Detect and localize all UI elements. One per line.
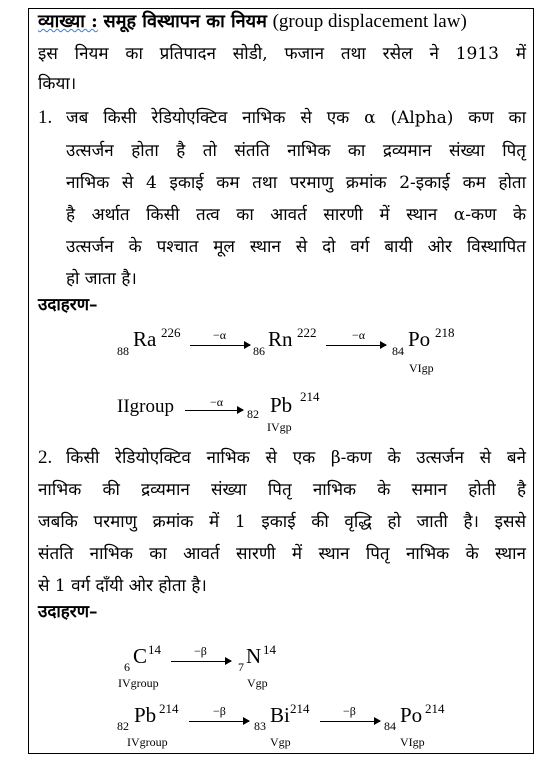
rule1-line-2: उत्सर्जन होता है तो संतति नाभिक का द्रव्यमान संख्या पितृ	[66, 141, 526, 161]
pb2-atomic-number: 82	[117, 719, 129, 733]
arrow-icon	[320, 721, 380, 722]
rule1-line-6: हो जाता है।	[66, 269, 137, 289]
header-line	[38, 12, 467, 32]
c-atomic-number: 6	[124, 660, 130, 674]
rule2-number: 2.	[38, 447, 53, 468]
intro-line-2: किया।	[38, 74, 77, 94]
po2-group-label: VIgp	[400, 735, 425, 749]
rule1-line-1: जब किसी रेडियोएक्टिव नाभिक से एक α (Alpha) कण का	[66, 108, 526, 128]
ra-mass-number: 226	[161, 325, 181, 340]
bi-atomic-number: 83	[254, 719, 266, 733]
n-symbol: N	[246, 644, 262, 668]
rule2-line-3: जबकि परमाणु क्रमांक में 1 इकाई की वृद्धि हो जाती है। इससे	[38, 512, 526, 532]
example1-heading: उदाहरण–	[38, 295, 98, 315]
n-atomic-number: 7	[238, 660, 244, 674]
rn-mass-number: 222	[297, 325, 317, 340]
header-english: (group displacement law)	[272, 11, 467, 32]
beta-arrow-label-1: −β	[194, 644, 207, 658]
pb-atomic-number: 82	[247, 407, 259, 421]
beta-arrow-label-3: −β	[343, 704, 356, 718]
ra-atomic-number: 88	[117, 344, 129, 358]
po-group-label: VIgp	[409, 361, 434, 375]
pb2-symbol: Pb	[134, 703, 157, 727]
po2-mass-number: 214	[425, 701, 445, 716]
rn-symbol: Rn	[268, 327, 293, 351]
pb-symbol: Pb	[270, 393, 293, 417]
bi-group-label: Vgp	[270, 735, 291, 749]
arrow-icon	[171, 661, 231, 662]
rule1-number: 1.	[38, 107, 53, 128]
alpha-arrow-label-2: −α	[352, 328, 366, 342]
pb2-mass-number: 214	[159, 701, 179, 716]
c-symbol: C	[133, 644, 148, 668]
rule1-line-5: उत्सर्जन के पश्चात मूल स्थान से दो वर्ग बायी ओर विस्थापित	[66, 237, 526, 257]
rule2-line-5: से 1 वर्ग दाँयी ओर होता है।	[38, 576, 207, 596]
rule1-line-4: है अर्थात किसी तत्व का आवर्त सारणी में स्थान α-कण के	[66, 205, 526, 225]
arrow-icon	[190, 345, 250, 346]
po-atomic-number: 84	[392, 344, 404, 358]
pb-mass-number: 214	[300, 389, 320, 404]
c-mass-number: 14	[148, 642, 161, 657]
pb2-group-label: IVgroup	[127, 735, 168, 749]
ra-symbol: Ra	[133, 327, 157, 351]
po2-atomic-number: 84	[384, 719, 396, 733]
beta-arrow-label-2: −β	[213, 704, 226, 718]
bi-mass-number: 214	[290, 701, 310, 716]
arrow-icon	[185, 410, 243, 411]
example2-heading: उदाहरण–	[38, 602, 98, 622]
alpha-arrow-label-1: −α	[213, 328, 227, 342]
pb-group-label: IVgp	[267, 420, 292, 434]
header-label: व्याख्या :	[38, 11, 98, 32]
n-group-label: Vgp	[247, 676, 268, 690]
arrow-icon	[326, 345, 386, 346]
po2-symbol: Po	[400, 703, 423, 727]
arrow-icon	[189, 721, 249, 722]
alpha-arrow-label-3: −α	[210, 395, 224, 409]
rule2-line-1: किसी रेडियोएक्टिव नाभिक से एक β-कण के उत्सर्जन से बने	[66, 448, 526, 468]
po-symbol: Po	[408, 327, 431, 351]
rn-atomic-number: 86	[253, 344, 265, 358]
rule2-line-2: नाभिक की द्रव्यमान संख्या पितृ नाभिक के समान होती है	[38, 480, 526, 500]
intro-line-1	[38, 44, 526, 64]
header-title: समूह विस्थापन का नियम	[103, 11, 267, 32]
n-mass-number: 14	[263, 642, 276, 657]
rule1-line-3: नाभिक से 4 इकाई कम तथा परमाणु क्रमांक 2-इकाई कम होता	[66, 173, 526, 193]
rule2-line-4: संतति नाभिक का आवर्त सारणी में स्थान पितृ नाभिक के स्थान	[38, 544, 526, 564]
start-group-label: IIgroup	[117, 396, 174, 417]
c-group-label: IVgroup	[118, 676, 159, 690]
intro-text-1: इस नियम का प्रतिपादन सोडी, फजान तथा रसेल ने 1913 में	[38, 44, 526, 64]
po-mass-number: 218	[435, 325, 455, 340]
bi-symbol: Bi	[270, 703, 290, 727]
